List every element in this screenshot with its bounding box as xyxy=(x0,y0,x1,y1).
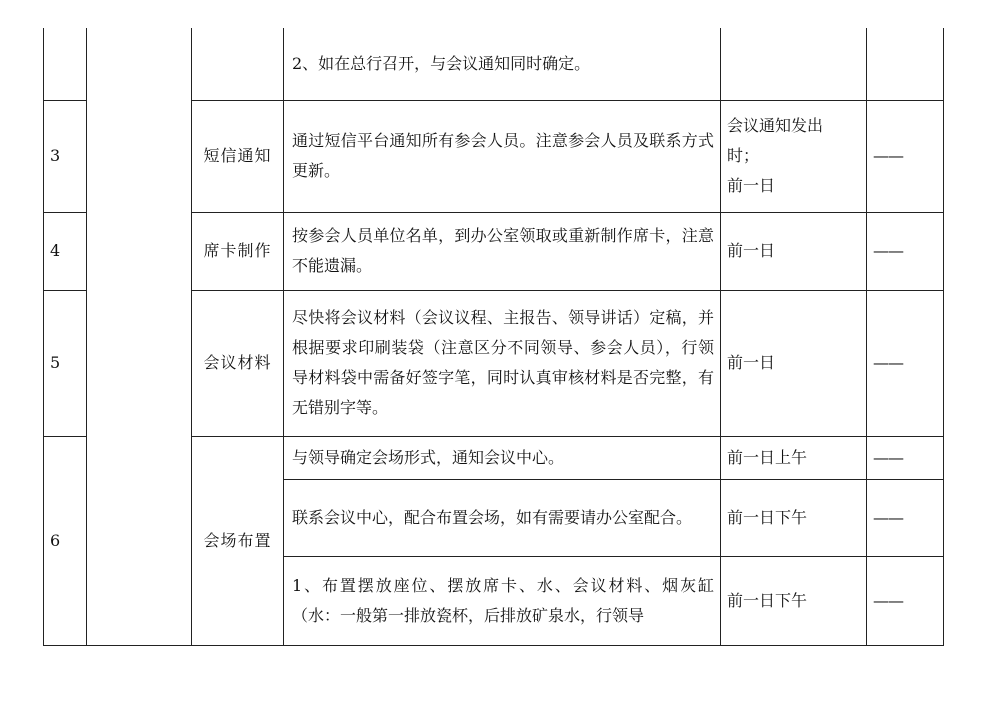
content-text: 1、布置摆放座位、摆放席卡、水、会议材料、烟灰缸（水：一般第一排放瓷杯，后排放矿泉水，行领导 xyxy=(292,575,714,625)
category-cell: 会议材料 xyxy=(192,290,284,436)
num-cell: 4 xyxy=(44,212,87,290)
category-cell: 会场布置 xyxy=(192,436,284,645)
time-line: 会议通知发出 xyxy=(727,116,824,135)
responsible-cell: —— xyxy=(867,212,944,290)
content-cell: 尽快将会议材料（会议议程、主报告、领导讲话）定稿，并根据要求印刷装袋（注意区分不同领导、参会人员），行领导材料袋中需备好签字笔，同时认真审核材料是否完整，有无错别字等。 xyxy=(284,290,721,436)
responsible-cell xyxy=(867,28,944,100)
category-cell: 短信通知 xyxy=(192,100,284,212)
meeting-prep-table xyxy=(43,28,944,646)
category-cell xyxy=(192,28,284,100)
num-cell: 3 xyxy=(44,100,87,212)
responsible-cell: —— xyxy=(867,556,944,645)
responsible-cell: —— xyxy=(867,290,944,436)
content-cell: 按参会人员单位名单，到办公室领取或重新制作席卡，注意不能遗漏。 xyxy=(284,212,721,290)
time-cell: 前一日 xyxy=(721,290,867,436)
content-cell: 与领导确定会场形式，通知会议中心。 xyxy=(284,436,721,479)
time-cell: 前一日下午 xyxy=(721,556,867,645)
content-cell: 联系会议中心，配合布置会场，如有需要请办公室配合。 xyxy=(284,479,721,556)
num-cell xyxy=(44,28,87,100)
content-cell xyxy=(284,556,721,645)
time-cell: 前一日上午 xyxy=(721,436,867,479)
time-cell: 前一日下午 xyxy=(721,479,867,556)
responsible-cell: —— xyxy=(867,100,944,212)
num-cell: 6 xyxy=(44,436,87,645)
content-text: 2、如在总行召开，与会议通知同时确定。 xyxy=(292,53,591,73)
responsible-cell: —— xyxy=(867,479,944,556)
phase-cell xyxy=(87,28,192,645)
table-row xyxy=(44,28,944,100)
category-cell: 席卡制作 xyxy=(192,212,284,290)
responsible-cell: —— xyxy=(867,436,944,479)
num-cell: 5 xyxy=(44,290,87,436)
content-cell: 通过短信平台通知所有参会人员。注意参会人员及联系方式更新。 xyxy=(284,100,721,212)
time-cell xyxy=(721,28,867,100)
time-cell: 前一日 xyxy=(721,212,867,290)
time-cell xyxy=(721,100,867,212)
time-line: 时； xyxy=(727,146,760,165)
content-cell xyxy=(284,28,721,100)
time-line: 前一日 xyxy=(727,176,776,195)
